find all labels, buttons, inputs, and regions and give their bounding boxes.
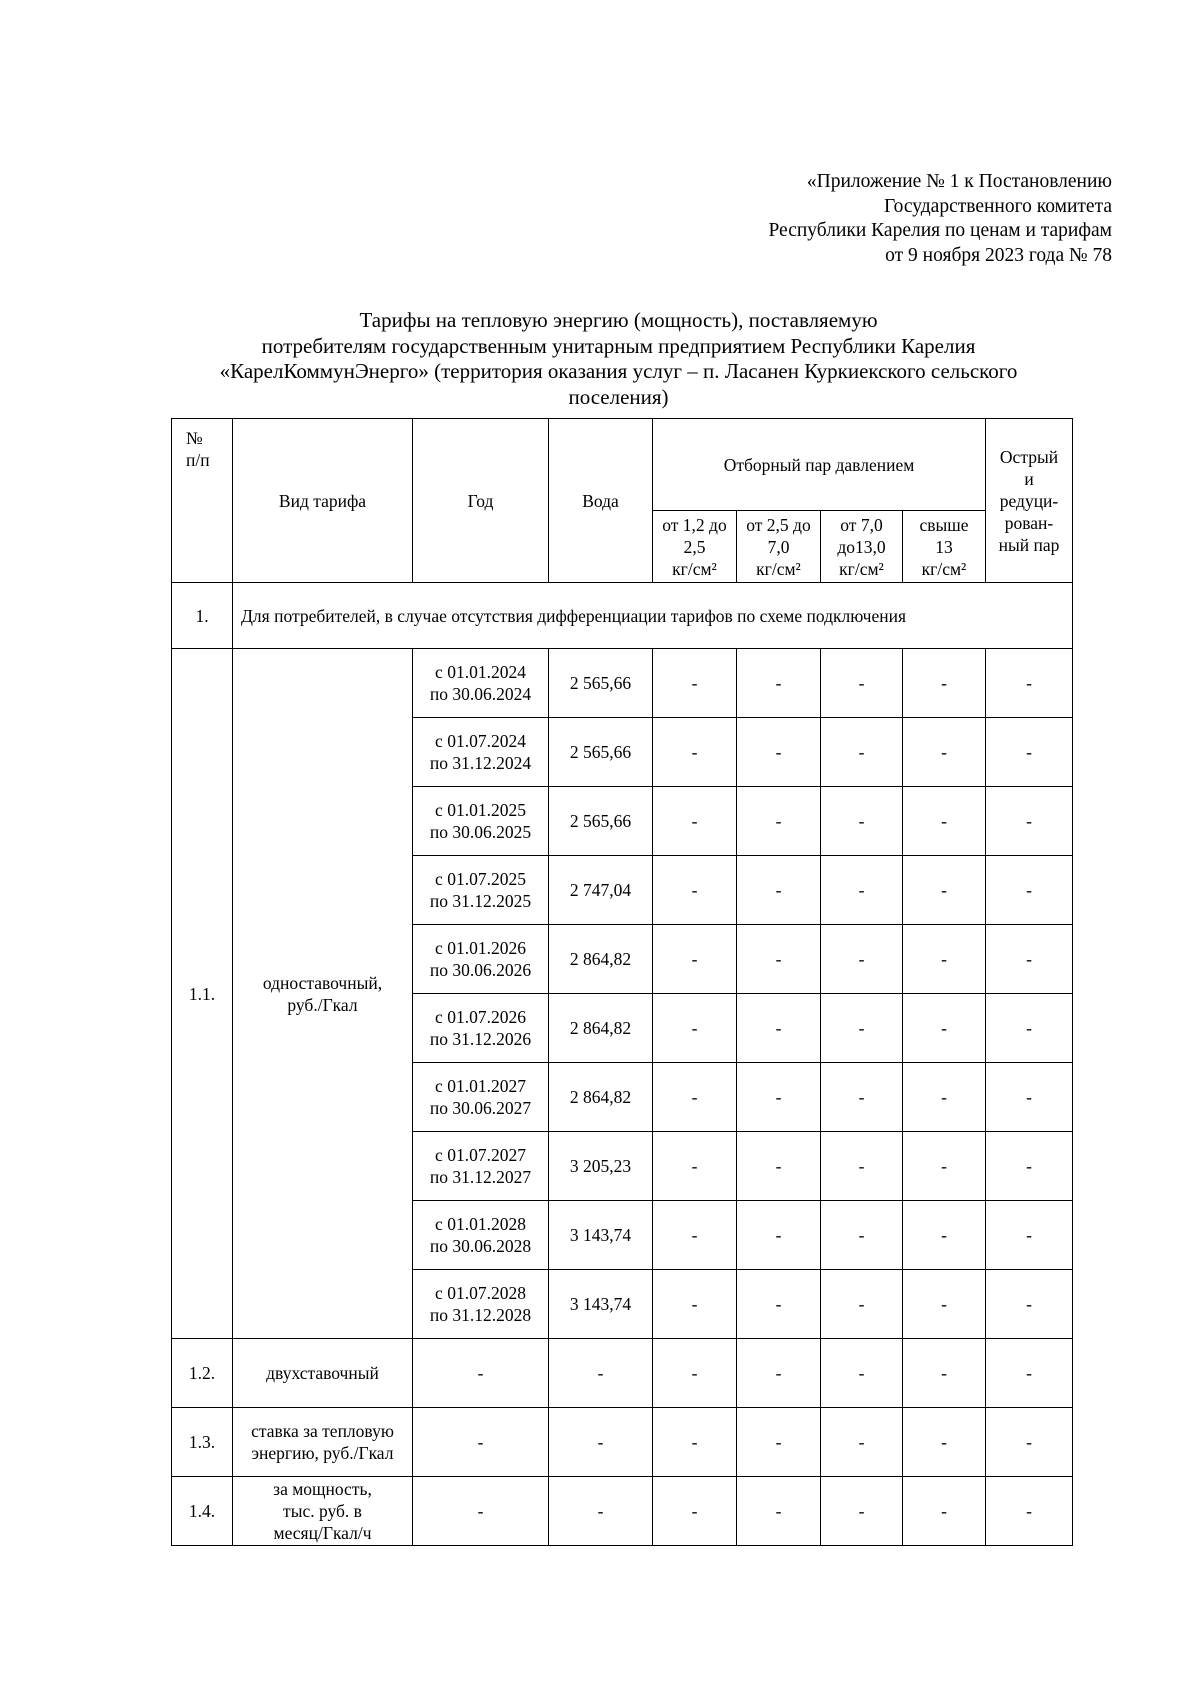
title-line: потребителям государственным унитарным предприятием Республики Карелия xyxy=(261,333,976,358)
empty-value-cell: - xyxy=(986,856,1073,925)
empty-value-cell: - xyxy=(737,787,821,856)
header-steam-line: кг/см² xyxy=(839,558,884,579)
period-from: с 01.07.2026 xyxy=(435,1007,526,1027)
row-type-line: ставка за тепловую xyxy=(251,1421,394,1441)
empty-value-cell: - xyxy=(549,1477,653,1546)
empty-value-cell: - xyxy=(821,856,903,925)
water-value: 2 864,82 xyxy=(549,925,653,994)
water-value: 2 565,66 xyxy=(549,718,653,787)
group-type-line: руб./Гкал xyxy=(287,994,358,1015)
empty-value-cell: - xyxy=(737,1132,821,1201)
period-to: по 30.06.2027 xyxy=(429,1098,532,1118)
empty-value-cell: - xyxy=(653,1408,737,1477)
period-dates xyxy=(413,649,549,718)
period-from: с 01.07.2024 xyxy=(435,731,526,751)
period-to: по 30.06.2024 xyxy=(429,684,532,704)
empty-value-cell: - xyxy=(903,925,986,994)
empty-value-cell: - xyxy=(737,1477,821,1546)
empty-value-cell: - xyxy=(821,1132,903,1201)
empty-value-cell: - xyxy=(986,649,1073,718)
tariff-row xyxy=(172,1408,1073,1477)
empty-value-cell: - xyxy=(737,1408,821,1477)
period-from: с 01.01.2028 xyxy=(435,1214,526,1234)
period-to: по 31.12.2028 xyxy=(429,1305,532,1325)
empty-value-cell: - xyxy=(549,1339,653,1408)
period-to: по 31.12.2026 xyxy=(429,1029,532,1049)
empty-value-cell: - xyxy=(821,1270,903,1339)
empty-value-cell: - xyxy=(653,787,737,856)
period-dates xyxy=(413,925,549,994)
tariff-row xyxy=(172,1477,1073,1546)
row-type-line: за мощность, xyxy=(273,1479,372,1499)
empty-value-cell: - xyxy=(653,1201,737,1270)
row-type-line: двухставочный xyxy=(266,1363,379,1383)
empty-value-cell: - xyxy=(986,787,1073,856)
group-type-line: одноставочный, xyxy=(262,972,383,993)
appendix-line: Республики Карелия по ценам и тарифам xyxy=(768,220,1112,241)
empty-value-cell: - xyxy=(986,1408,1073,1477)
empty-value-cell: - xyxy=(653,718,737,787)
row-type-line: энергию, руб./Гкал xyxy=(251,1443,394,1463)
header-steam-group: Отборный пар давлением xyxy=(653,419,986,511)
header-steam-line: свыше xyxy=(919,514,969,535)
header-num-line: п/п xyxy=(186,450,210,470)
section-num: 1. xyxy=(172,583,233,649)
period-to: по 30.06.2028 xyxy=(429,1236,532,1256)
water-value: 2 565,66 xyxy=(549,787,653,856)
period-from: с 01.01.2024 xyxy=(435,662,526,682)
row-num: 1.3. xyxy=(172,1408,233,1477)
water-value: 2 864,82 xyxy=(549,994,653,1063)
header-water: Вода xyxy=(549,419,653,583)
empty-value-cell: - xyxy=(903,1132,986,1201)
period-dates xyxy=(413,1063,549,1132)
header-steam-line: 7,0 xyxy=(767,536,790,557)
empty-value-cell: - xyxy=(821,1201,903,1270)
header-steam-line: кг/см² xyxy=(756,558,801,579)
header-sharp-line: и xyxy=(1024,468,1034,489)
empty-value-cell: - xyxy=(903,1063,986,1132)
header-sharp-line: рован- xyxy=(1004,512,1054,533)
water-value: 3 143,74 xyxy=(549,1201,653,1270)
header-steam-1-2-5 xyxy=(653,511,737,583)
empty-value-cell: - xyxy=(653,1339,737,1408)
empty-value-cell: - xyxy=(737,718,821,787)
section-row xyxy=(172,583,1073,649)
empty-value-cell: - xyxy=(821,1063,903,1132)
empty-value-cell: - xyxy=(549,1408,653,1477)
row-type xyxy=(233,1339,413,1408)
header-sharp-line: ный пар xyxy=(998,534,1060,555)
document-title xyxy=(160,308,1077,410)
header-row xyxy=(172,419,1073,511)
empty-value-cell: - xyxy=(821,1339,903,1408)
section-text: Для потребителей, в случае отсутствия дифференциации тарифов по схеме подключения xyxy=(233,583,1073,649)
water-value: 2 565,66 xyxy=(549,649,653,718)
water-value: 3 143,74 xyxy=(549,1270,653,1339)
empty-value-cell: - xyxy=(653,649,737,718)
header-year: Год xyxy=(413,419,549,583)
header-steam-2-5-7 xyxy=(737,511,821,583)
header-sharp-line: Острый xyxy=(999,446,1059,467)
empty-value-cell: - xyxy=(903,1270,986,1339)
empty-value-cell: - xyxy=(737,994,821,1063)
row-num: 1.2. xyxy=(172,1339,233,1408)
empty-value-cell: - xyxy=(653,925,737,994)
empty-value-cell: - xyxy=(903,856,986,925)
empty-value-cell: - xyxy=(903,787,986,856)
header-steam-line: кг/см² xyxy=(672,558,717,579)
header-num xyxy=(172,419,233,583)
empty-value-cell: - xyxy=(903,1477,986,1546)
period-to: по 31.12.2027 xyxy=(429,1167,532,1187)
period-from: с 01.07.2025 xyxy=(435,869,526,889)
empty-value-cell: - xyxy=(821,718,903,787)
water-value: 3 205,23 xyxy=(549,1132,653,1201)
empty-value-cell: - xyxy=(653,1270,737,1339)
period-to: по 31.12.2025 xyxy=(429,891,532,911)
row-type-line: тыс. руб. в xyxy=(283,1501,362,1521)
period-from: с 01.07.2027 xyxy=(435,1145,526,1165)
row-type-line: месяц/Гкал/ч xyxy=(273,1523,372,1543)
empty-value-cell: - xyxy=(821,994,903,1063)
row-num: 1.4. xyxy=(172,1477,233,1546)
empty-value-cell: - xyxy=(986,718,1073,787)
header-steam-line: от 1,2 до xyxy=(662,514,727,535)
empty-value-cell: - xyxy=(737,649,821,718)
empty-value-cell: - xyxy=(986,1270,1073,1339)
header-steam-line: 2,5 xyxy=(683,536,706,557)
period-to: по 30.06.2026 xyxy=(429,960,532,980)
empty-value-cell: - xyxy=(653,856,737,925)
empty-value-cell: - xyxy=(903,1201,986,1270)
water-value: 2 864,82 xyxy=(549,1063,653,1132)
empty-value-cell: - xyxy=(986,1477,1073,1546)
period-from: с 01.01.2026 xyxy=(435,938,526,958)
period-dates xyxy=(413,1132,549,1201)
period-dates xyxy=(413,718,549,787)
period-from: с 01.01.2025 xyxy=(435,800,526,820)
empty-value-cell: - xyxy=(737,1201,821,1270)
empty-value-cell: - xyxy=(737,925,821,994)
empty-value-cell: - xyxy=(737,1270,821,1339)
empty-value-cell: - xyxy=(413,1339,549,1408)
empty-value-cell: - xyxy=(903,718,986,787)
empty-value-cell: - xyxy=(821,1477,903,1546)
empty-value-cell: - xyxy=(821,787,903,856)
header-steam-line: кг/см² xyxy=(921,558,967,579)
header-steam-above-13 xyxy=(903,511,986,583)
header-steam-line: от 2,5 до xyxy=(746,514,811,535)
group-num: 1.1. xyxy=(172,649,233,1339)
empty-value-cell: - xyxy=(413,1408,549,1477)
period-from: с 01.01.2027 xyxy=(435,1076,526,1096)
appendix-line: «Приложение № 1 к Постановлению xyxy=(806,171,1112,192)
appendix-line: от 9 ноября 2023 года № 78 xyxy=(885,244,1112,266)
period-dates xyxy=(413,1270,549,1339)
period-to: по 31.12.2024 xyxy=(429,753,532,773)
empty-value-cell: - xyxy=(903,994,986,1063)
empty-value-cell: - xyxy=(986,1201,1073,1270)
title-line: «КарелКоммунЭнерго» (территория оказания услуг – п. Ласанен Куркиекского сельского xyxy=(219,359,1018,383)
empty-value-cell: - xyxy=(903,1408,986,1477)
header-steam-line: от 7,0 xyxy=(840,514,883,535)
empty-value-cell: - xyxy=(737,856,821,925)
empty-value-cell: - xyxy=(821,925,903,994)
period-to: по 30.06.2025 xyxy=(429,822,532,842)
appendix-line: Государственного комитета xyxy=(884,195,1112,217)
empty-value-cell: - xyxy=(986,1063,1073,1132)
empty-value-cell: - xyxy=(986,925,1073,994)
header-num-line: № xyxy=(186,428,203,448)
period-dates xyxy=(413,787,549,856)
group-type xyxy=(233,649,413,1339)
period-row xyxy=(172,649,1073,718)
period-dates xyxy=(413,856,549,925)
header-sharp-steam xyxy=(986,419,1073,583)
header-steam-line: до13,0 xyxy=(837,536,886,557)
empty-value-cell: - xyxy=(903,1339,986,1408)
header-tariff-type: Вид тарифа xyxy=(233,419,413,583)
empty-value-cell: - xyxy=(821,649,903,718)
period-from: с 01.07.2028 xyxy=(435,1283,526,1303)
empty-value-cell: - xyxy=(903,649,986,718)
empty-value-cell: - xyxy=(986,1339,1073,1408)
tariffs-table xyxy=(171,418,1073,1546)
empty-value-cell: - xyxy=(986,994,1073,1063)
empty-value-cell: - xyxy=(413,1477,549,1546)
empty-value-cell: - xyxy=(737,1063,821,1132)
appendix-header xyxy=(512,170,1112,268)
header-steam-line: 13 xyxy=(935,536,953,557)
empty-value-cell: - xyxy=(821,1408,903,1477)
water-value: 2 747,04 xyxy=(549,856,653,925)
empty-value-cell: - xyxy=(986,1132,1073,1201)
tariff-row xyxy=(172,1339,1073,1408)
title-line: поселения) xyxy=(568,384,669,409)
row-type xyxy=(233,1477,413,1546)
empty-value-cell: - xyxy=(653,1477,737,1546)
row-type xyxy=(233,1408,413,1477)
header-sharp-line: редуци- xyxy=(999,490,1059,511)
title-line: Тарифы на тепловую энергию (мощность), поставляемую xyxy=(359,308,878,332)
period-dates xyxy=(413,1201,549,1270)
empty-value-cell: - xyxy=(653,994,737,1063)
empty-value-cell: - xyxy=(653,1132,737,1201)
period-dates xyxy=(413,994,549,1063)
header-steam-7-13 xyxy=(821,511,903,583)
empty-value-cell: - xyxy=(737,1339,821,1408)
empty-value-cell: - xyxy=(653,1063,737,1132)
